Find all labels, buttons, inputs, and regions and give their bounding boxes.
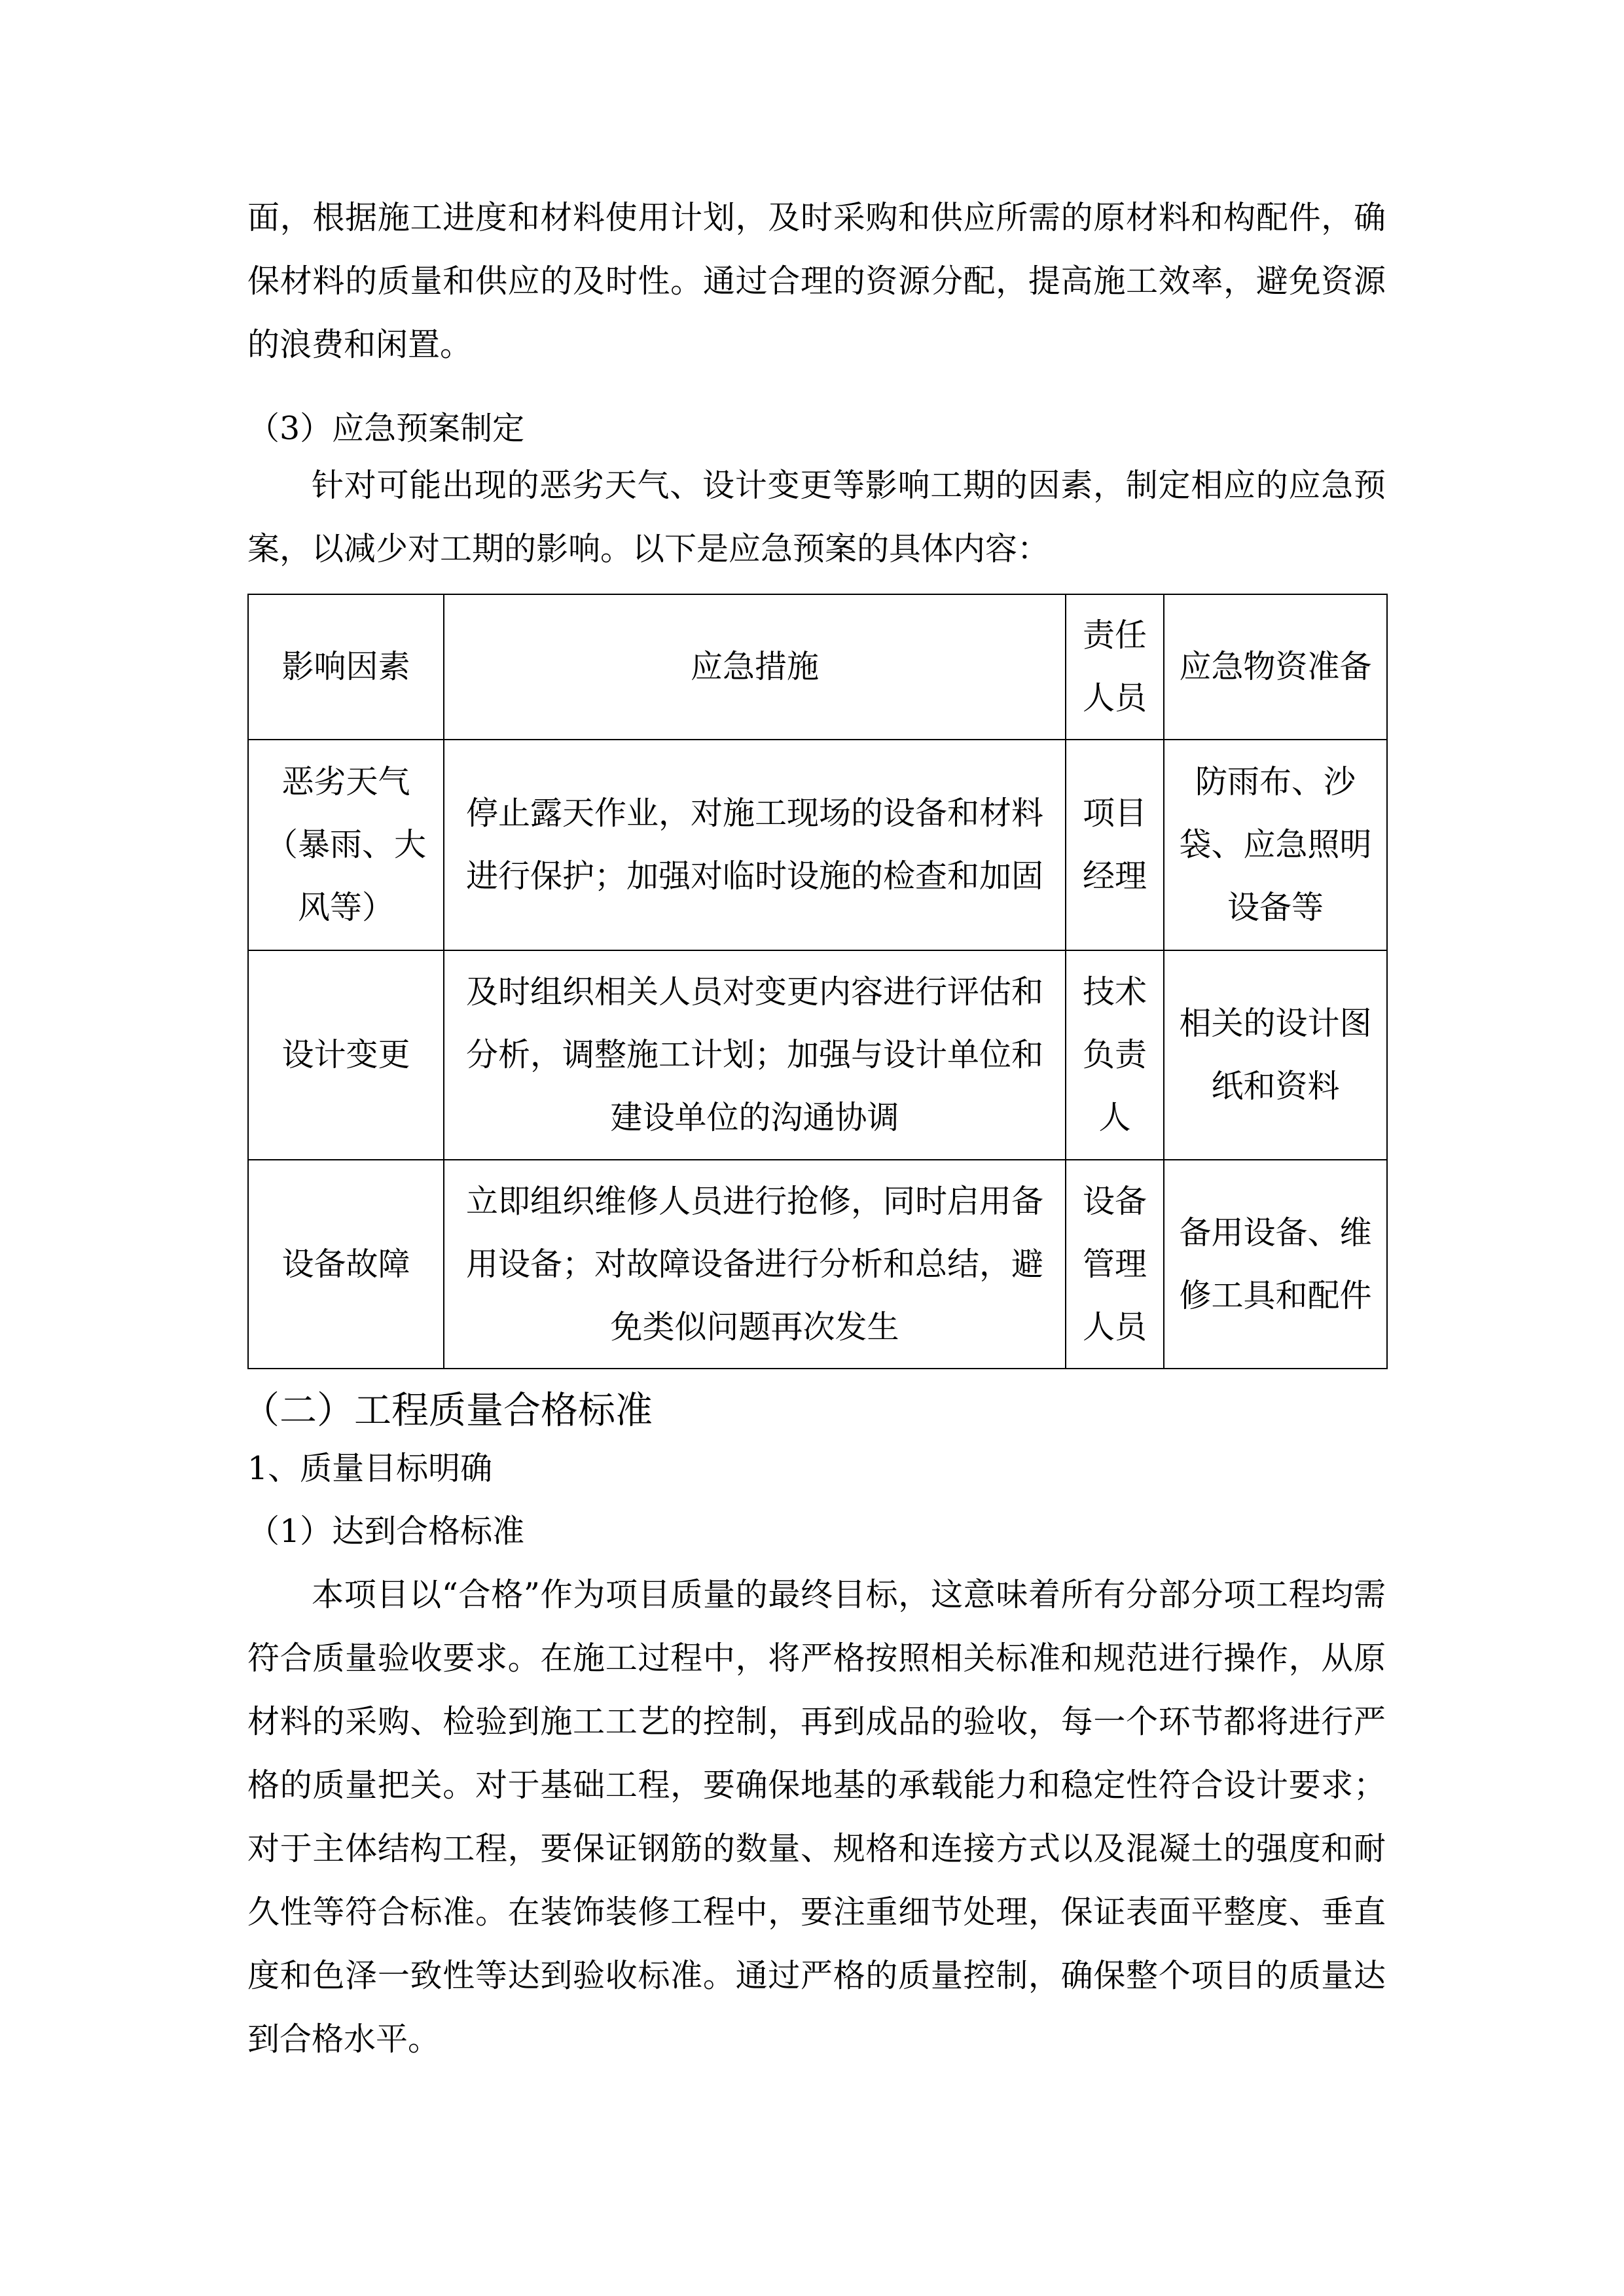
header-cell: 责任人员 bbox=[1066, 594, 1164, 740]
table-row bbox=[248, 740, 1387, 950]
table-cell: 技术负责人 bbox=[1066, 950, 1164, 1160]
table-cell: 相关的设计图纸和资料 bbox=[1164, 950, 1387, 1160]
table-header-row bbox=[248, 594, 1387, 740]
header-cell: 影响因素 bbox=[248, 594, 444, 740]
table-cell: 停止露天作业，对施工现场的设备和材料进行保护；加强对临时设施的检查和加固 bbox=[444, 740, 1066, 950]
table-cell: 防雨布、沙袋、应急照明设备等 bbox=[1164, 740, 1387, 950]
table-cell: 恶劣天气（暴雨、大风等） bbox=[248, 740, 444, 950]
table-cell: 设备故障 bbox=[248, 1160, 444, 1369]
subheading-quality-goal: 1、质量目标明确 bbox=[247, 1450, 493, 1487]
header-cell: 应急物资准备 bbox=[1164, 594, 1387, 740]
section-heading-quality: （二）工程质量合格标准 bbox=[242, 1389, 653, 1432]
table-cell: 项目经理 bbox=[1066, 740, 1164, 950]
quality-paragraph: 本项目以“合格”作为项目质量的最终目标，这意味着所有分部分项工程均需符合质量验收要求。在施工过程中，将严格按照相关标准和规范进行操作，从原材料的采购、检验到施工工艺的控制，再到成品的验收，每一个环节都将进行严格的质量把关。对于基础工程，要确保地基的承载能力和稳定性符合设计要求；对于主体结构工程，要保证钢筋的数量、规格和连接方式以及混凝土的强度和耐久性等符合标准。在装饰装修工程中，要注重细节处理，保证表面平整度、垂直度和色泽一致性等达到验收标准。通过严格的质量控制，确保整个项目的质量达到合格水平。 bbox=[247, 1576, 1386, 2058]
table-row bbox=[248, 950, 1387, 1160]
table-cell: 备用设备、维修工具和配件 bbox=[1164, 1160, 1387, 1369]
table-cell: 立即组织维修人员进行抢修，同时启用备用设备；对故障设备进行分析和总结，避免类似问题再次发生 bbox=[444, 1160, 1066, 1369]
intro-paragraph: 面，根据施工进度和材料使用计划，及时采购和供应所需的原材料和构配件，确保材料的质量和供应的及时性。通过合理的资源分配，提高施工效率，避免资源的浪费和闲置。 bbox=[247, 199, 1386, 363]
subheading-pass-standard: （1）达到合格标准 bbox=[247, 1513, 525, 1550]
table-row bbox=[248, 1160, 1387, 1369]
header-cell: 应急措施 bbox=[444, 594, 1066, 740]
table-cell: 设计变更 bbox=[248, 950, 444, 1160]
section-3-paragraph: 针对可能出现的恶劣天气、设计变更等影响工期的因素，制定相应的应急预案，以减少对工期的影响。以下是应急预案的具体内容： bbox=[247, 467, 1386, 567]
table-cell: 及时组织相关人员对变更内容进行评估和分析，调整施工计划；加强与设计单位和建设单位的沟通协调 bbox=[444, 950, 1066, 1160]
emergency-plan-table bbox=[247, 594, 1388, 1369]
section-3-title: （3）应急预案制定 bbox=[247, 410, 525, 447]
table-cell: 设备管理人员 bbox=[1066, 1160, 1164, 1369]
